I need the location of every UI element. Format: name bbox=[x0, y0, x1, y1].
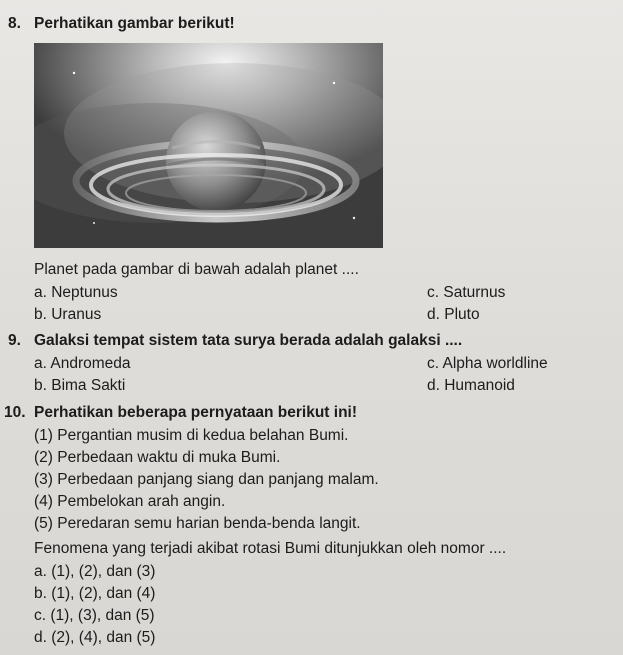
q10-prompt: Perhatikan beberapa pernyataan berikut ini! bbox=[34, 404, 358, 421]
q9-option-d: d. Humanoid bbox=[427, 377, 515, 394]
q9-option-c: c. Alpha worldline bbox=[427, 355, 548, 372]
q10-option-d: d. (2), (4), dan (5) bbox=[34, 629, 156, 646]
q9-question: Galaksi tempat sistem tata surya berada adalah galaksi .... bbox=[34, 332, 463, 349]
q8-number: 8. bbox=[8, 15, 21, 32]
q10-option-b: b. (1), (2), dan (4) bbox=[34, 585, 156, 602]
q10-statement-1: (1) Pergantian musim di kedua belahan Bumi. bbox=[34, 427, 349, 444]
q10-statement-3: (3) Perbedaan panjang siang dan panjang malam. bbox=[34, 471, 379, 488]
q9-option-a: a. Andromeda bbox=[34, 355, 131, 372]
q10-option-c: c. (1), (3), dan (5) bbox=[34, 607, 155, 624]
q10-number: 10. bbox=[4, 404, 26, 421]
q10-statement-5: (5) Peredaran semu harian benda-benda langit. bbox=[34, 515, 361, 532]
q10-statement-2: (2) Perbedaan waktu di muka Bumi. bbox=[34, 449, 281, 466]
q10-statement-4: (4) Pembelokan arah angin. bbox=[34, 493, 226, 510]
q10-question: Fenomena yang terjadi akibat rotasi Bumi ditunjukkan oleh nomor .... bbox=[34, 540, 507, 557]
q8-option-a: a. Neptunus bbox=[34, 284, 118, 301]
q8-option-d: d. Pluto bbox=[427, 306, 480, 323]
q9-number: 9. bbox=[8, 332, 21, 349]
saturn-planet-image bbox=[34, 43, 383, 248]
q8-option-b: b. Uranus bbox=[34, 306, 102, 323]
q9-option-b: b. Bima Sakti bbox=[34, 377, 126, 394]
q8-option-c: c. Saturnus bbox=[427, 284, 506, 301]
q8-question: Planet pada gambar di bawah adalah planet .... bbox=[34, 261, 359, 278]
q8-prompt: Perhatikan gambar berikut! bbox=[34, 15, 235, 32]
q10-option-a: a. (1), (2), dan (3) bbox=[34, 563, 156, 580]
